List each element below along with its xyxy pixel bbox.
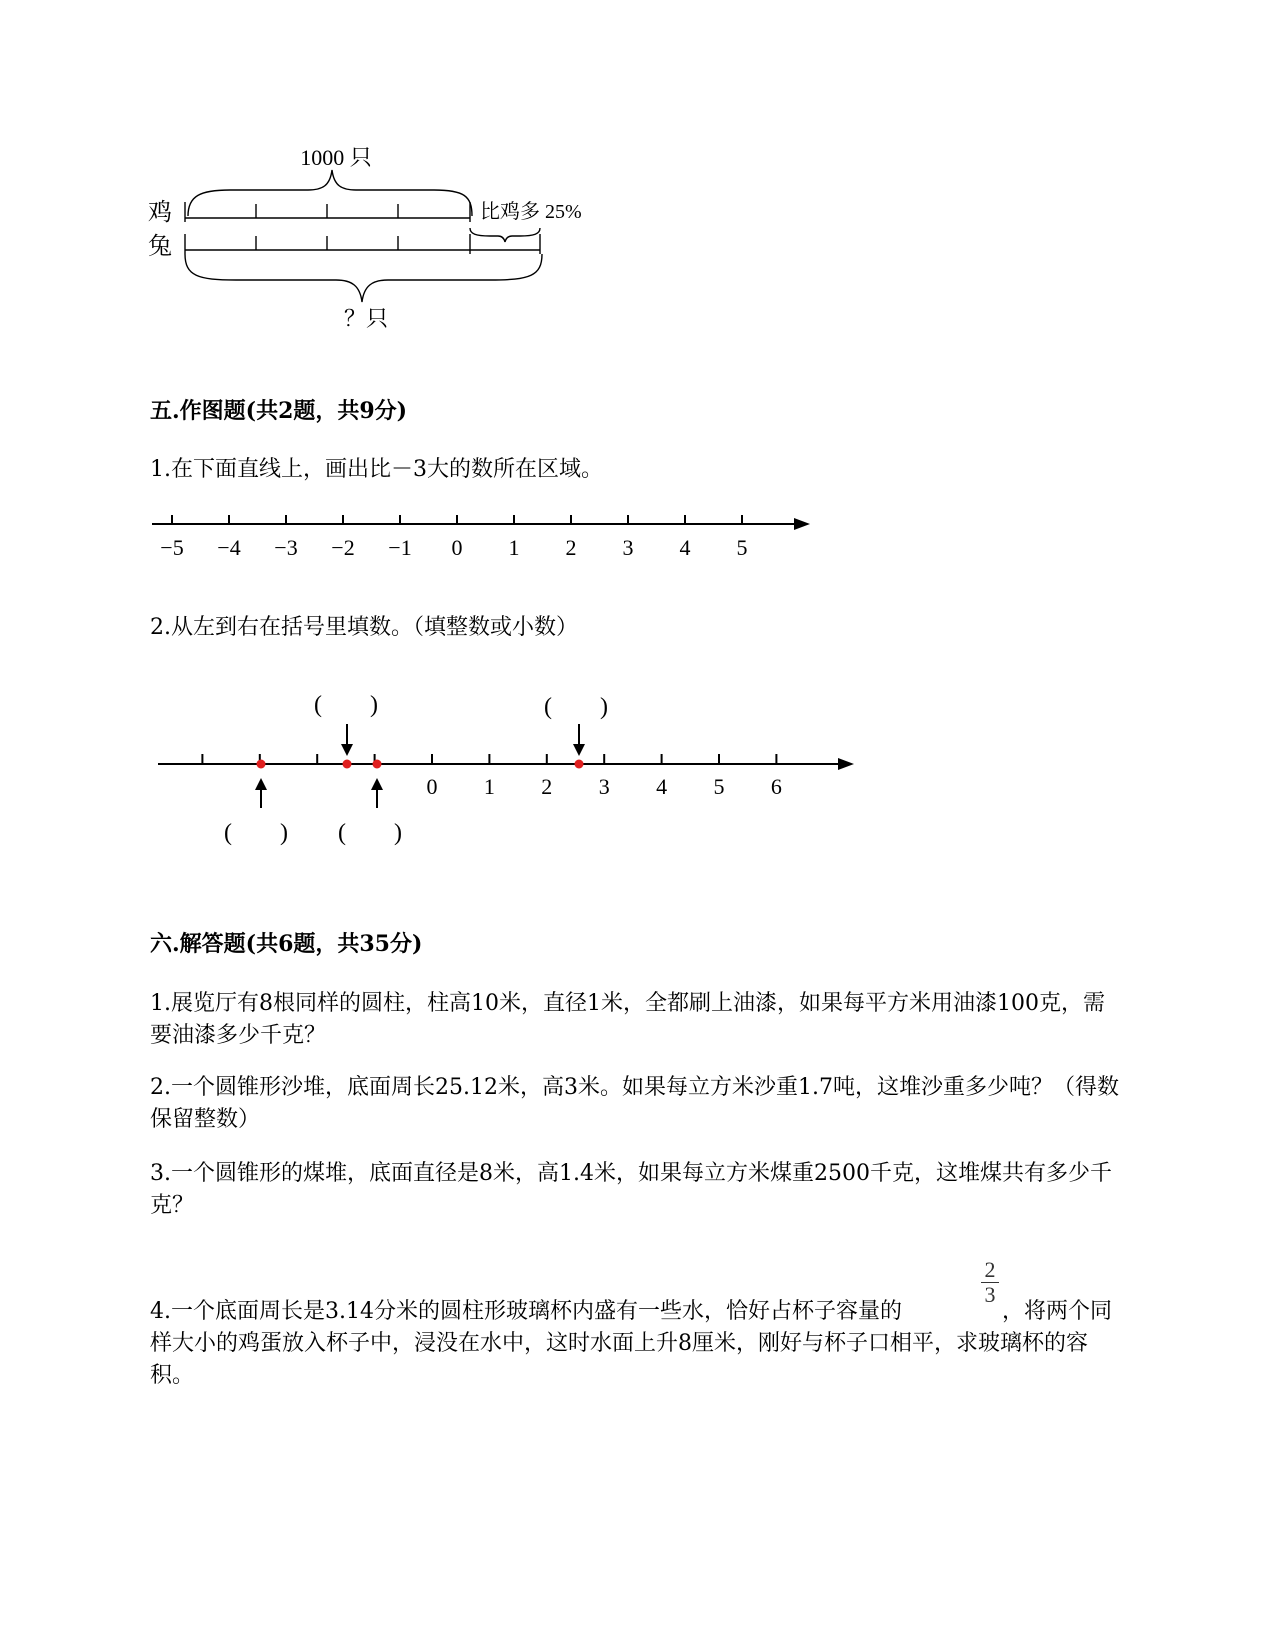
tick-label: 2	[565, 535, 577, 560]
up-arrow-2	[371, 778, 383, 808]
fraction-denominator: 3	[984, 1282, 996, 1307]
number-line-2	[150, 680, 870, 860]
section6-question2: 2.一个圆锥形沙堆，底面周长25.12米，高3米。如果每立方米沙重1.7吨，这堆沙重多少吨？（得数保留整数）	[150, 1075, 1119, 1132]
blank-top-1: ( )	[314, 692, 378, 718]
side-label: 比鸡多 25%	[480, 201, 582, 223]
tick-labels	[160, 535, 747, 560]
down-arrow-1	[341, 724, 353, 756]
tick-label: 0	[426, 774, 438, 799]
bar-diagram	[140, 140, 610, 340]
tick-label: −2	[331, 535, 355, 560]
number-line-1	[140, 505, 830, 575]
arrow-head	[838, 758, 854, 770]
tick-label: 5	[736, 535, 748, 560]
fraction-numerator: 2	[984, 1257, 996, 1282]
red-point-4	[575, 760, 584, 769]
tick-label: 4	[656, 774, 668, 799]
question4-part1: 4.一个底面周长是3.14分米的圆柱形玻璃杯内盛有一些水，恰好占杯子容量的	[150, 1299, 902, 1324]
section5-heading: 五.作图题(共2题，共9分)	[150, 398, 408, 424]
bottom-label: ？只	[343, 306, 389, 331]
blank-bottom-1: ( )	[224, 820, 288, 846]
section6-heading: 六.解答题(共6题，共35分)	[150, 931, 423, 957]
arrow-head	[794, 518, 810, 530]
tick-label: 1	[508, 535, 520, 560]
tick-label: 4	[679, 535, 691, 560]
up-arrow-1	[255, 778, 267, 808]
small-brace	[470, 228, 540, 242]
blank-top-2: ( )	[544, 694, 608, 720]
tick-label: −5	[160, 535, 184, 560]
blank-bottom-2: ( )	[338, 820, 402, 846]
section5-question1: 1.在下面直线上，画出比－3大的数所在区域。	[150, 457, 603, 482]
down-arrow-2	[573, 724, 585, 756]
tick-label: 6	[770, 774, 782, 799]
red-point-3	[373, 760, 382, 769]
top-brace	[188, 170, 472, 216]
row-label-chicken: 鸡	[148, 200, 172, 226]
section6-question4	[150, 1296, 1120, 1392]
tick-label: 3	[622, 535, 634, 560]
tick-label: 1	[483, 774, 495, 799]
red-point-1	[257, 760, 266, 769]
section6-question1: 1.展览厅有8根同样的圆柱，柱高10米，直径1米，全都刷上油漆，如果每平方米用油漆100克，需要油漆多少千克？	[150, 991, 1105, 1048]
tick-label: 3	[598, 774, 610, 799]
bottom-brace	[185, 254, 542, 302]
chicken-bar	[185, 202, 470, 222]
row-label-rabbit: 兔	[148, 234, 172, 260]
tick-labels	[427, 774, 782, 799]
section6-question3: 3.一个圆锥形的煤堆，底面直径是8米，高1.4米，如果每立方米煤重2500千克，这堆煤共有多少千克？	[150, 1161, 1112, 1218]
tick-label: 2	[541, 774, 553, 799]
top-label: 1000 只	[300, 145, 372, 170]
red-point-2	[343, 760, 352, 769]
question4-part2: ，将两个同样大小的鸡蛋放入杯子中，浸没在水中，这时水面上升8厘米，刚好与杯子口相平，求玻璃杯的容积。	[150, 1299, 1112, 1388]
tick-label: −3	[274, 535, 298, 560]
tick-label: 0	[451, 535, 463, 560]
tick-label: −1	[388, 535, 412, 560]
tick-marks	[202, 754, 776, 764]
section5-question2: 2.从左到右在括号里填数。（填整数或小数）	[150, 615, 578, 640]
tick-marks	[172, 515, 742, 524]
rabbit-bar	[185, 234, 540, 254]
tick-label: 5	[713, 774, 725, 799]
tick-label: −4	[217, 535, 241, 560]
